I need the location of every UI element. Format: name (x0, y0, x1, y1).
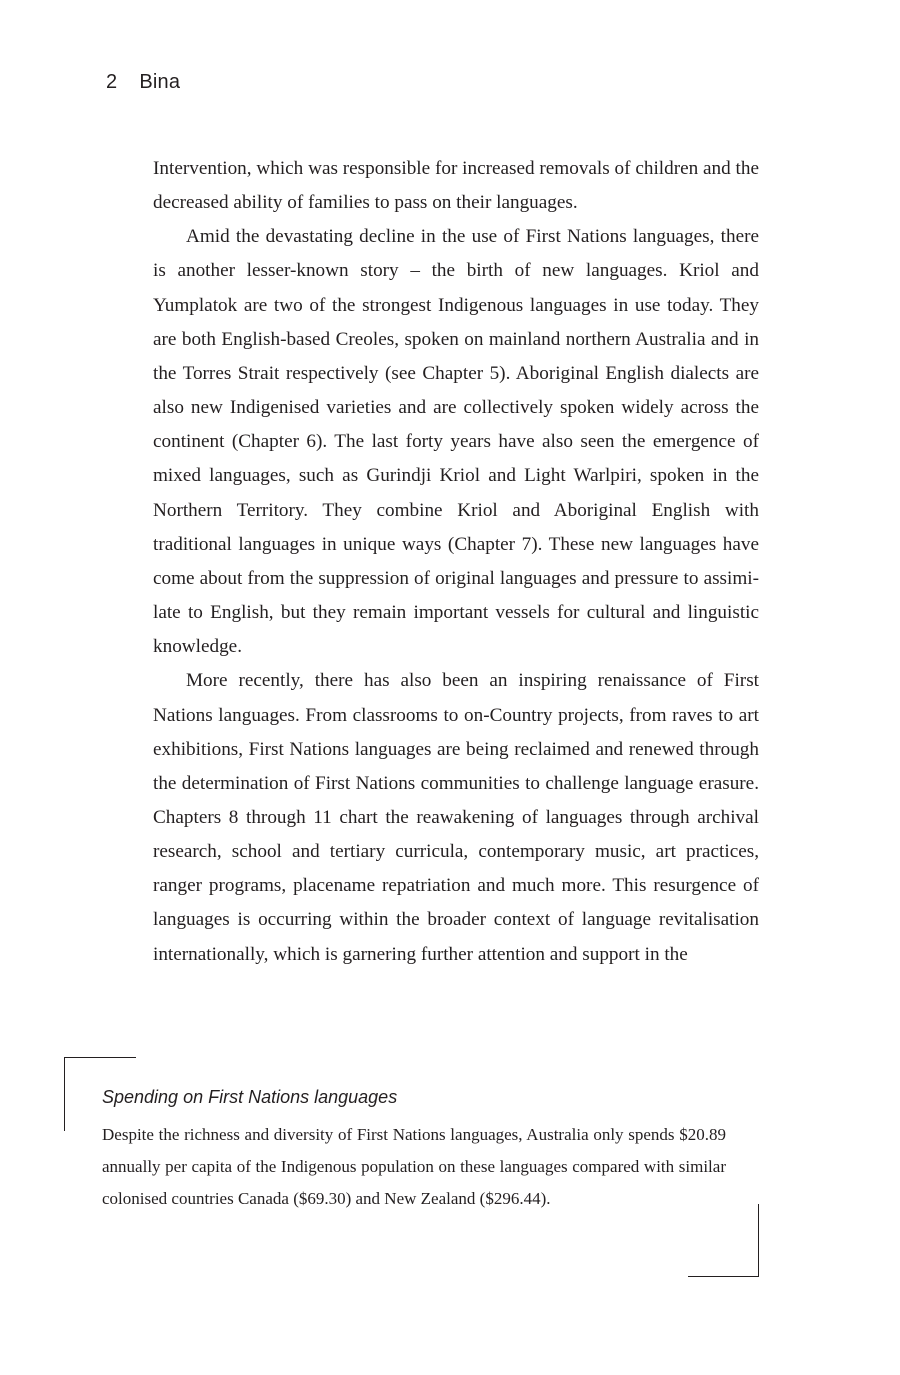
box-corner-bottom-right-horizontal (688, 1276, 759, 1277)
body-text (153, 152, 759, 972)
paragraph-1: Intervention, which was responsible for increased removals of children and the decreased ability of families to pass on their languages. (153, 158, 759, 214)
running-head-title: Bina (139, 71, 181, 93)
box-text (102, 1119, 726, 1215)
box-corner-top-left-horizontal (64, 1057, 136, 1058)
page-number: 2 (106, 71, 118, 93)
box-corner-top-left-vertical (64, 1057, 65, 1131)
box-corner-bottom-right-vertical (758, 1204, 759, 1277)
box-paragraph: Despite the richness and diversity of First Nations languages, Australia only spends $20.89 annually per capita of the Indigenous population on these languages compared with similar colonised countries Canada ($69.30) and New Zealand ($296.44). (102, 1125, 726, 1208)
paragraph-3: More recently, there has also been an inspiring renaissance of First Nations languages. From classrooms to on-Country projects, from raves to art exhibitions, First Nations languages are being reclaimed and renewed through the determination of First Nations communities to challenge language erasure. Chapters 8 through 11 chart the reawakening of languages through archival research, school and tertiary curricula, contemporary music, art practices, ranger programs, placename repatriation and much more. This resurgence of languages is occurring within the broader context of language revitalisation internationally, which is garnering further attention and support in the (153, 670, 759, 965)
paragraph-2: Amid the devastating decline in the use of First Nations languages, there is another lesser-known story – the birth of new languages. Kriol and Yumplatok are two of the strongest Indigenous languages in use today. They are both English-based Creoles, spoken on mainland northern Australia and in the Torres Strait respectively (see Chapter 5). Aboriginal English dialects are also new Indigenised varieties and are collectively spoken widely across the continent (Chapter 6). The last forty years have also seen the emergence of mixed languages, such as Gurindji Kriol and Light Warlpiri, spoken in the Northern Territory. They combine Kriol and Aboriginal English with traditional languages in unique ways (Chapter 7). These new languages have come about from the suppression of original languages and pressure to assimilate to English, but they remain important vessels for cultural and linguistic knowledge. (153, 226, 759, 658)
box-title: Spending on First Nations languages (102, 1087, 398, 1107)
running-head (106, 71, 180, 94)
